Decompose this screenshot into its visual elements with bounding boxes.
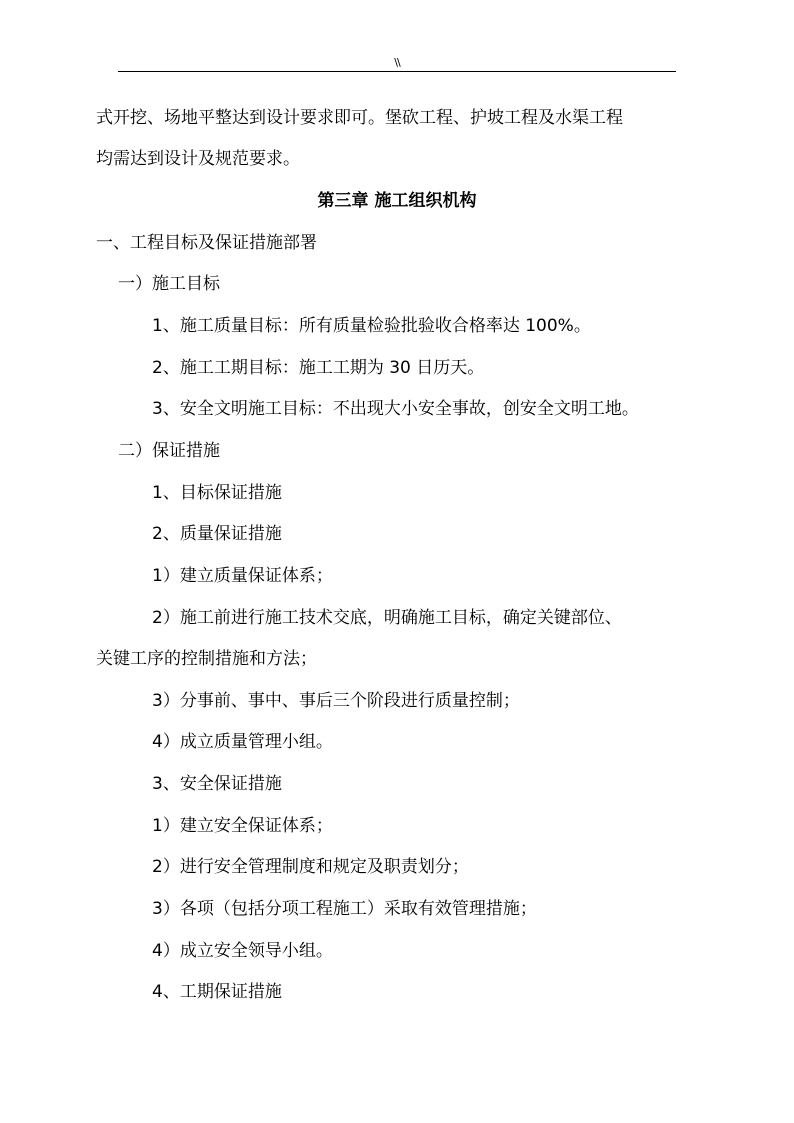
- subsection-heading: 一）施工目标: [118, 274, 220, 294]
- list-item: 3、安全保证措施: [152, 774, 282, 794]
- subsection-heading: 二）保证措施: [118, 441, 220, 461]
- list-item: 1）建立质量保证体系；: [152, 566, 333, 586]
- list-item: 1、目标保证措施: [152, 483, 282, 503]
- chapter-title: 第三章 施工组织机构: [317, 191, 477, 211]
- paragraph-line: 均需达到设计及规范要求。: [96, 149, 300, 169]
- paragraph-line: 关键工序的控制措施和方法；: [96, 649, 317, 669]
- paragraph-line: 式开挖、场地平整达到设计要求即可。堡砍工程、护坡工程及水渠工程: [96, 108, 623, 128]
- header-rule: [118, 71, 676, 72]
- list-item: 1）建立安全保证体系；: [152, 816, 333, 836]
- list-item: 3）各项（包括分项工程施工）采取有效管理措施；: [152, 899, 537, 919]
- list-item: 4）成立质量管理小组。: [152, 732, 333, 752]
- list-item: 3、安全文明施工目标：不出现大小安全事故，创安全文明工地。: [152, 399, 639, 419]
- list-item: 3）分事前、事中、事后三个阶段进行质量控制；: [152, 691, 520, 711]
- list-item: 2）施工前进行施工技术交底，明确施工目标，确定关键部位、: [152, 608, 622, 628]
- list-item: 2）进行安全管理制度和规定及职责划分；: [152, 857, 469, 877]
- list-item: 4、工期保证措施: [152, 982, 282, 1002]
- list-item: 4）成立安全领导小组。: [152, 941, 333, 961]
- list-item: 2、施工工期目标：施工工期为 30 日历天。: [152, 358, 485, 378]
- section-heading: 一、工程目标及保证措施部署: [96, 233, 317, 253]
- list-item: 1、施工质量目标：所有质量检验批验收合格率达 100%。: [152, 316, 591, 336]
- page-header-mark: \\: [394, 56, 400, 69]
- list-item: 2、质量保证措施: [152, 524, 282, 544]
